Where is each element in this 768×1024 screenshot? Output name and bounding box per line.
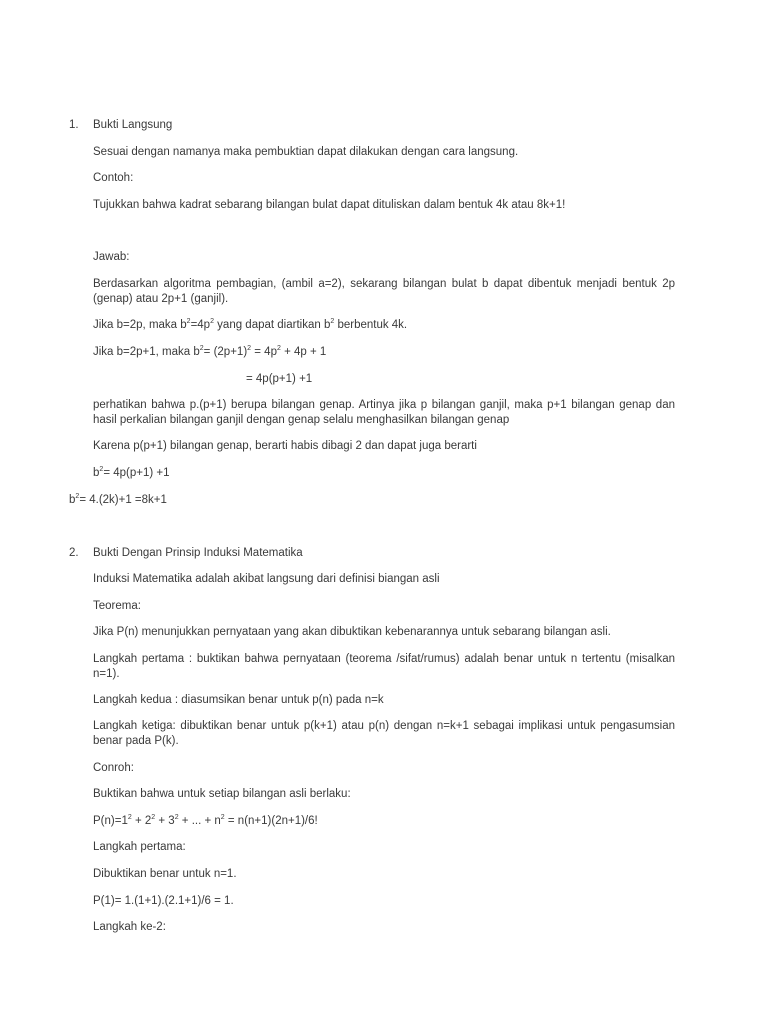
step-3: Langkah ketiga: dibuktikan benar untuk p(k+1) atau p(n) dengan n=k+1 sebagai implikasi untuk pengasumsian benar pada P(k). bbox=[93, 720, 675, 747]
contoh-label: Contoh: bbox=[93, 172, 134, 184]
section2-heading: Bukti Dengan Prinsip Induksi Matematika bbox=[93, 547, 303, 559]
step-2: Langkah kedua : diasumsikan benar untuk p(n) pada n=k bbox=[93, 694, 384, 706]
section1-heading: Bukti Langsung bbox=[93, 119, 173, 131]
problem-statement: Tujukkan bahwa kadrat sebarang bilangan bulat dapat dituliskan dalam bentuk 4k atau 8k+1! bbox=[93, 199, 566, 211]
theorem-statement: Jika P(n) menunjukkan pernyataan yang akan dibuktikan kebenarannya untuk sebarang bilangan asli. bbox=[93, 626, 611, 638]
first-step-label: Langkah pertama: bbox=[93, 841, 186, 853]
second-step-label: Langkah ke-2: bbox=[93, 921, 166, 933]
odd-case-line: Jika b=2p+1, maka $b^2= (2p+1)^2 = 4p^2 + 4p + 1$ bbox=[93, 345, 327, 358]
jawab-label: Jawab: bbox=[93, 251, 130, 263]
step-1: Langkah pertama : buktikan bahwa pernyataan (teorema /sifat/rumus) adalah benar untuk n tertentu (misalkan n=1). bbox=[93, 653, 675, 680]
conroh-label: Conroh: bbox=[93, 762, 134, 774]
equation-1: $b^2= 4p(p+1) +1$ bbox=[93, 466, 170, 479]
section1-number: 1. bbox=[69, 119, 79, 131]
even-case-line: Jika b=2p, maka $b^2=4p^2$ yang dapat diartikan $b^2$ berbentuk 4k. bbox=[93, 318, 408, 331]
section2-intro: Induksi Matematika adalah akibat langsung dari definisi biangan asli bbox=[93, 573, 440, 585]
section1-intro: Sesuai dengan namanya maka pembuktian dapat dilakukan dengan cara langsung. bbox=[93, 146, 519, 158]
answer-paragraph-3: Karena p(p+1) bilangan genap, berarti habis dibagi 2 dan dapat juga berarti bbox=[93, 440, 477, 452]
proof-n1: Dibuktikan benar untuk n=1. bbox=[93, 868, 237, 880]
p1-calculation: P(1)= 1.(1+1).(2.1+1)/6 = 1. bbox=[93, 895, 234, 907]
answer-paragraph-1: Berdasarkan algoritma pembagian, (ambil a=2), sekarang bilangan bulat b dapat dibentuk menjadi bentuk 2p (genap) atau 2p+1 (ganjil). bbox=[93, 278, 675, 305]
section2-number: 2. bbox=[69, 547, 79, 559]
example-statement: Buktikan bahwa untuk setiap bilangan asli berlaku: bbox=[93, 788, 351, 800]
answer-paragraph-2: perhatikan bahwa p.(p+1) berupa bilangan genap. Artinya jika p bilangan ganjil, maka p+1 bilangan genap dan hasil perkalian bilangan ganjil dengan genap selalu menghasilkan bilangan genap bbox=[93, 399, 675, 426]
equation-2: $b^2= 4.(2k)+1 =8k+1$ bbox=[69, 493, 167, 506]
odd-case-continuation: = 4p(p+1) +1 bbox=[246, 373, 313, 385]
sum-of-squares-formula: $P(n)=1^2 + 2^2 + 3^2$ + ... + $n^2 = n(n+1)(2n+1)/6$! bbox=[93, 814, 318, 827]
teorema-label: Teorema: bbox=[93, 600, 141, 612]
